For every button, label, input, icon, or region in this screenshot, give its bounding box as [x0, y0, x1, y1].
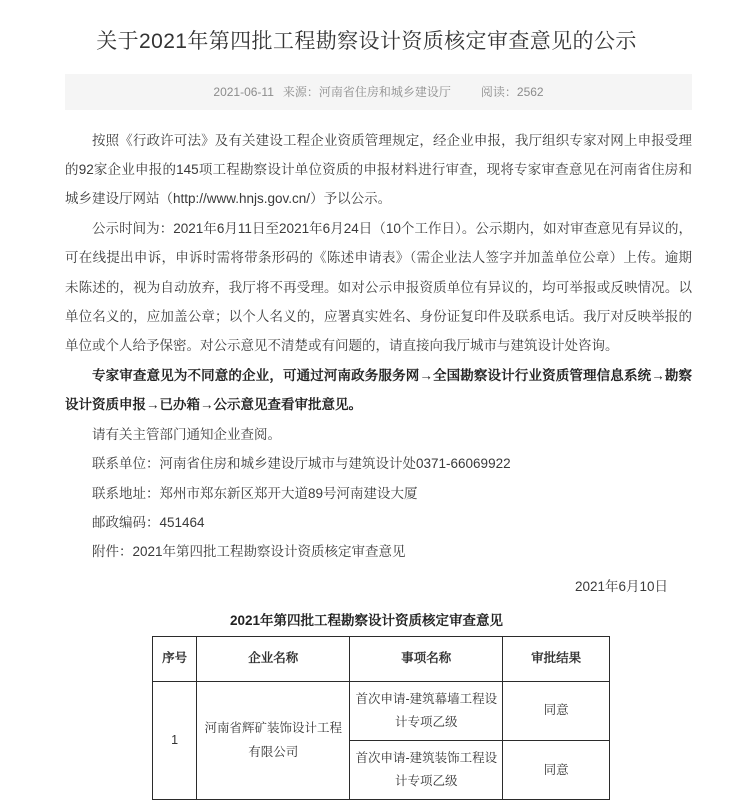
page-title: 关于2021年第四批工程勘察设计资质核定审查意见的公示 — [96, 30, 637, 53]
view-count: 阅读：2562 — [480, 85, 544, 99]
paragraph-attachment: 附件：2021年第四批工程勘察设计资质核定审查意见 — [92, 544, 406, 560]
article-body — [0, 110, 733, 567]
publish-date: 2021-06-11 — [213, 84, 274, 99]
paragraph-intro: 按照《行政许可法》及有关建设工程企业资质管理规定，经企业申报，我厅组织专家对网上申报受理的92家企业申报的145项工程勘察设计单位资质的申报材料进行审查，现将专家审查意见在河南省住房和城乡建设厅网站（http://www.hnjs.gov.cn/）予以公示。 — [65, 132, 692, 207]
table-body — [153, 681, 610, 800]
article-meta-bar — [65, 74, 692, 110]
table-caption: 2021年第四批工程勘察设计资质核定审查意见 — [229, 612, 504, 628]
signature-date: 2021年6月10日 — [574, 578, 668, 594]
article-meta-inner — [213, 83, 543, 100]
table-row — [153, 681, 610, 740]
paragraph-contact-unit: 联系单位：河南省住房和城乡建设厅城市与建筑设计处0371-66069922 — [92, 456, 511, 472]
paragraph-publicity-period: 公示时间为：2021年6月11日至2021年6月24日（10个工作日）。公示期内，如对审查意见有异议的，可在线提出申诉，申诉时需将带条形码的《陈述申请表》（需企业法人签字并加盖单位公章）上传。逾期未陈述的，视为自动放弃，我厅将不再受理。如对公示申报资质单位有异议的，均可举报或反映情况。以单位名义的，应加盖公章；以个人名义的，应署真实姓名、身份证复印件及联系电话。我厅对反映举报的单位或个人给予保密。对公示意见不清楚或有问题的，请直接向我厅城市与建筑设计处咨询。 — [65, 220, 692, 354]
column-header-item: 事项名称 — [350, 636, 503, 681]
paragraph-appeal-path: 专家审查意见为不同意的企业，可通过河南政务服务网→全国勘察设计行业资质管理信息系统→勘察设计资质申报→已办箱→公示意见查看审批意见。 — [65, 367, 692, 413]
column-header-company: 企业名称 — [197, 636, 350, 681]
cell-index: 1 — [153, 681, 197, 800]
cell-approval-result: 同意 — [503, 741, 610, 800]
cell-item-name: 首次申请-建筑幕墙工程设计专项乙级 — [350, 681, 503, 740]
column-header-index: 序号 — [153, 636, 197, 681]
cell-item-name: 首次申请-建筑装饰工程设计专项乙级 — [350, 741, 503, 800]
cell-company-name: 河南省辉矿装饰设计工程有限公司 — [197, 681, 350, 800]
table-container — [0, 636, 733, 800]
table-header-row — [153, 636, 610, 681]
paragraph-notify: 请有关主管部门通知企业查阅。 — [92, 426, 281, 442]
cell-approval-result: 同意 — [503, 681, 610, 740]
paragraph-contact-address: 联系地址：郑州市郑东新区郑开大道89号河南建设大厦 — [92, 485, 418, 501]
column-header-result: 审批结果 — [503, 636, 610, 681]
article-source: 来源：河南省住房和城乡建设厅 — [282, 85, 451, 99]
review-results-table — [152, 636, 610, 800]
paragraph-postal-code: 邮政编码：451464 — [92, 514, 205, 530]
